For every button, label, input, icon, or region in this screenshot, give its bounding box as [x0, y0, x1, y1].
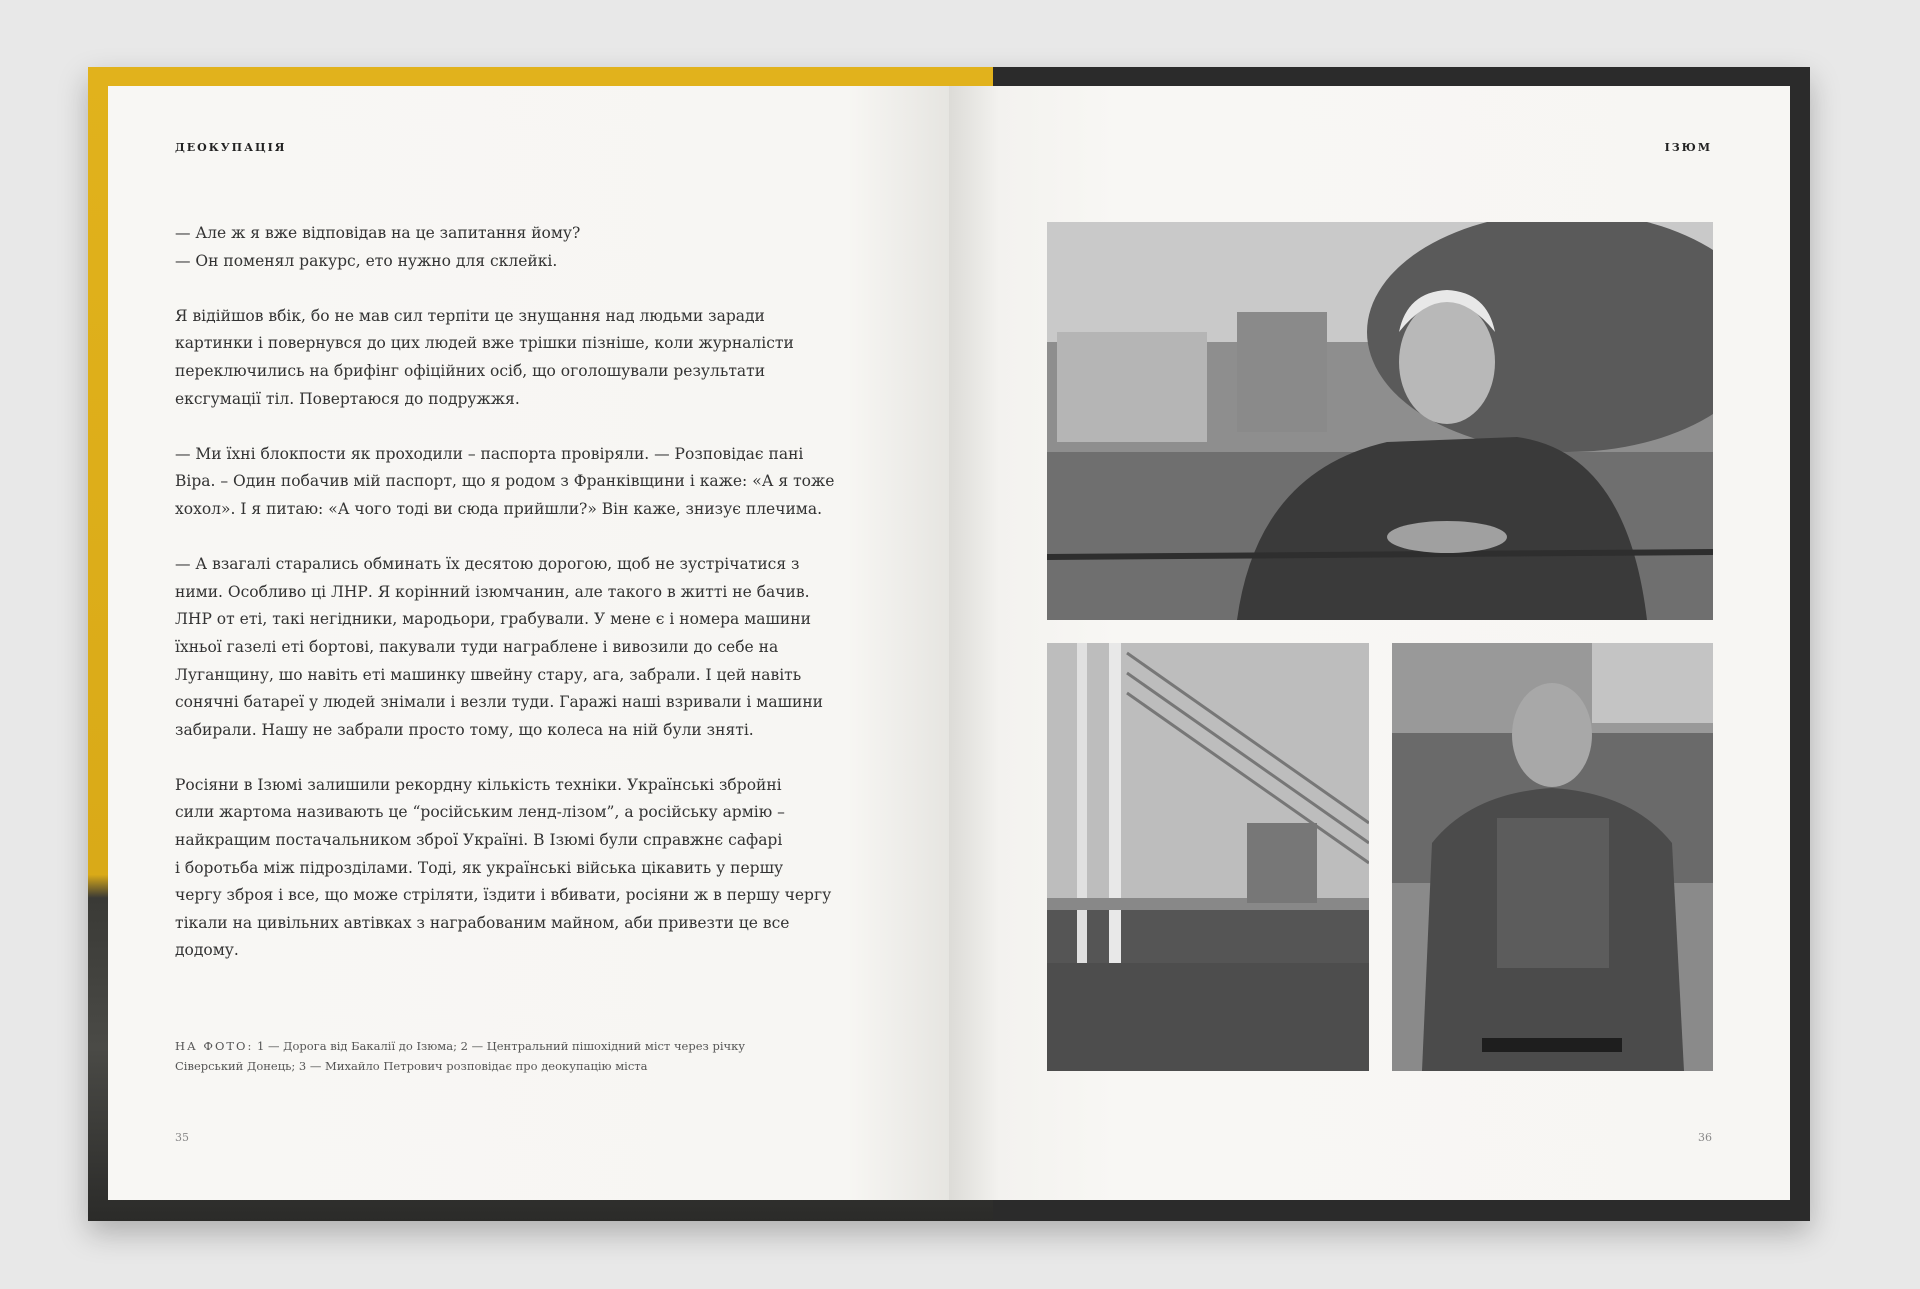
running-head-left: ДЕОКУПАЦІЯ — [175, 141, 287, 154]
text-line: їхньої газелі еті бортові, пакували туди награблене і вивозили до себе на — [175, 637, 779, 656]
text-line: ними. Особливо ці ЛНР. Я корінний ізюмчанин, але такого в житті не бачив. — [175, 582, 810, 601]
text-line: — Ми їхні блокпости як проходили – паспорта провіряли. — Розповідає пані — [175, 444, 804, 463]
paragraph — [175, 303, 875, 413]
caption-label: НА ФОТО: — [175, 1039, 254, 1053]
photo-smiling-man — [1047, 222, 1713, 620]
photo-soldier — [1392, 643, 1713, 1071]
text-line: переключились на брифінг офіційних осіб, що оголошували результати — [175, 361, 766, 380]
text-line: Луганщину, шо навіть еті машинку швейну стару, ага, забрали. І цей навіть — [175, 665, 802, 684]
text-line: і боротьба між підрозділами. Тоді, як українські війська цікавить у першу — [175, 858, 784, 877]
text-line: картинки і повернувся до цих людей вже трішки пізніше, коли журналісти — [175, 334, 794, 353]
text-line: Я відійшов вбік, бо не мав сил терпіти це знущання над людьми заради — [175, 306, 765, 325]
text-line: Віра. – Один побачив мій паспорт, що я родом з Франківщини і каже: «А я тоже — [175, 472, 835, 491]
text-line: чергу зброя і все, що може стріляти, їздити і вбивати, росіяни ж в першу чергу — [175, 886, 832, 905]
caption-line: Сіверський Донець; 3 — Михайло Петрович розповідає про деокупацію міста — [175, 1059, 648, 1073]
paragraph — [175, 551, 875, 744]
text-line: забирали. Нашу не забрали просто тому, що колеса на ній були зняті. — [175, 720, 754, 739]
text-line: сили жартома називають це “російським ленд-лізом”, а російську армію – — [175, 803, 785, 822]
page-number-right: 36 — [1698, 1131, 1712, 1144]
running-head-right: ІЗЮМ — [1664, 141, 1712, 154]
paragraph — [175, 772, 875, 965]
text-line: хохол». І я питаю: «А чого тоді ви сюда прийшли?» Він каже, знизує плечима. — [175, 499, 823, 518]
page-number-left: 35 — [175, 1131, 189, 1144]
paragraph — [175, 220, 875, 275]
paragraph — [175, 441, 875, 524]
text-line: найкращим постачальником зброї Україні. В Ізюмі були справжнє сафарі — [175, 831, 783, 850]
text-line: додому. — [175, 941, 239, 960]
caption-line: 1 — Дорога від Бакалії до Ізюма; 2 — Центральний пішохідний міст через річку — [257, 1039, 746, 1053]
text-line: — А взагалі старались обминать їх десятою дорогою, щоб не зустрічатися з — [175, 555, 800, 574]
text-line: сонячні батареї у людей знімали і везли туди. Гаражі наші взривали і машини — [175, 693, 823, 712]
photo-caption — [175, 1036, 745, 1076]
text-line: тікали на цивільних автівках з награбованим майном, аби привезти це все — [175, 913, 790, 932]
text-line: — Он поменял ракурс, ето нужно для склейкі. — [175, 251, 558, 270]
text-line: ЛНР от еті, такі негідники, мародьори, грабували. У мене є і номера машини — [175, 610, 811, 629]
text-line: ексгумації тіл. Повертаюся до подружжя. — [175, 389, 520, 408]
text-line: Росіяни в Ізюмі залишили рекордну кількість техніки. Українські збройні — [175, 775, 782, 794]
text-line: — Але ж я вже відповідав на це запитання йому? — [175, 224, 581, 242]
photo-bridge — [1047, 643, 1369, 1071]
body-text — [175, 220, 875, 993]
